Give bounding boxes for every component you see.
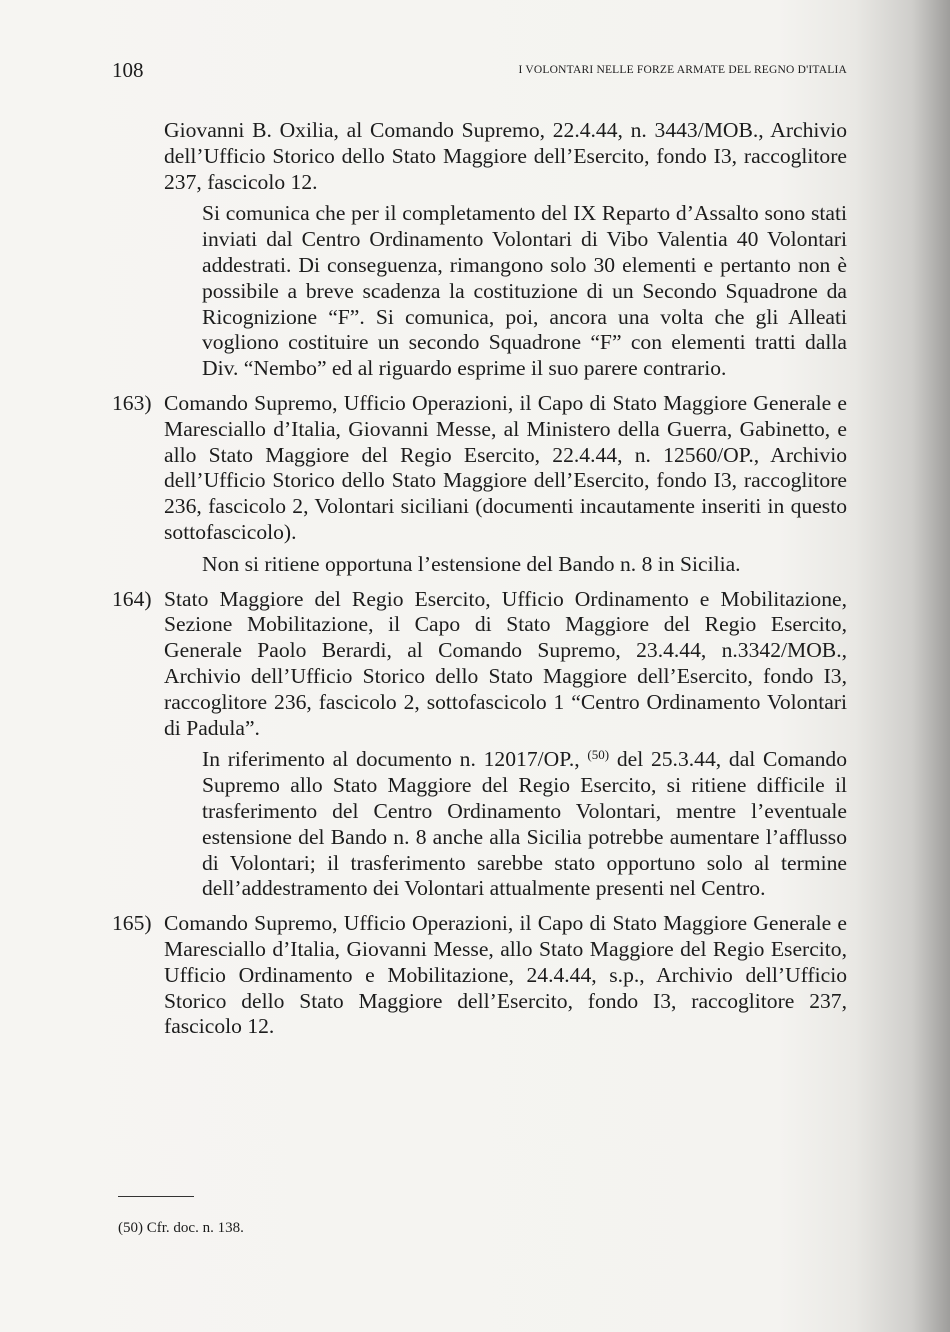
summary-text: In riferimento al documento n. 12017/OP., <box>202 747 580 772</box>
entry-summary <box>202 747 847 902</box>
entry-number: 165) <box>112 911 152 936</box>
document-entry <box>112 118 847 195</box>
summary-text: del 25.3.44, dal Comando Supremo allo Stato Maggiore del Regio Esercito, si ritiene difficile il trasferimento del Centro Ordinamento Volontari, mentre l’eventuale estensione del Bando n. 8 anche alla Sicilia potrebbe aumentare l’afflusso di Volontari; il trasferimento sarebbe stato opportuno solo al termine dell’addestramento dei Volontari attualmente presenti nel Centro. <box>202 747 848 901</box>
entry-number: 163) <box>112 390 152 415</box>
document-entry <box>112 911 847 1040</box>
footnote-divider <box>118 1196 194 1197</box>
page-body <box>112 118 847 1040</box>
entry-citation: Comando Supremo, Ufficio Operazioni, il Capo di Stato Maggiore Generale e Maresciallo d’Italia, Giovanni Messe, al Ministero della Guerra, Gabinetto, e allo Stato Maggiore del Regio Esercito, 22.4.44, n. 12560/OP., Archivio dell’Ufficio Storico dello Stato Maggiore dell’Esercito, fondo I3, raccoglitore 236, fascicolo 2, Volontari siciliani (documenti incautamente inseriti in questo sottofascicolo). <box>164 390 847 544</box>
page-header <box>112 58 847 82</box>
running-head: I VOLONTARI NELLE FORZE ARMATE DEL REGNO D'ITALIA <box>518 64 847 76</box>
entry-citation: Comando Supremo, Ufficio Operazioni, il Capo di Stato Maggiore Generale e Maresciallo d’Italia, Giovanni Messe, allo Stato Maggiore del Regio Esercito, Ufficio Ordinamento e Mobilitazione, 24.4.44, s.p., Archivio dell’Ufficio Storico dello Stato Maggiore dell’Esercito, fondo I3, raccoglitore 237, fascicolo 12. <box>164 911 847 1039</box>
entry-summary: Non si ritiene opportuna l’estensione del Bando n. 8 in Sicilia. <box>202 551 741 576</box>
entry-number: 164) <box>112 586 152 611</box>
entry-citation: Stato Maggiore del Regio Esercito, Ufficio Ordinamento e Mobilitazione, Sezione Mobilitazione, il Capo di Stato Maggiore del Regio Esercito, Generale Paolo Berardi, al Comando Supremo, 23.4.44, n.3342/MOB., Archivio dell’Ufficio Storico dello Stato Maggiore dell’Esercito, fondo I3, raccoglitore 236, fascicolo 2, sottofascicolo 1 “Centro Ordinamento Volontari di Padula”. <box>164 586 847 740</box>
page-number: 108 <box>112 58 144 82</box>
entry-citation: Giovanni B. Oxilia, al Comando Supremo, 22.4.44, n. 3443/MOB., Archivio dell’Ufficio Storico dello Stato Maggiore dell’Esercito, fondo I3, raccoglitore 237, fascicolo 12. <box>164 118 847 194</box>
footnote-reference[interactable]: (50) <box>587 747 610 763</box>
document-entry <box>112 587 847 742</box>
document-entry <box>112 391 847 546</box>
entry-summary: Si comunica che per il completamento del IX Reparto d’Assalto sono stati inviati dal Centro Ordinamento Volontari di Vibo Valentia 40 Volontari addestrati. Di conseguenza, rimangono solo 30 elementi e pertanto non è possibile a breve scadenza la costituzione di un Secondo Squadrone da Ricognizione “F”. Si comunica, poi, ancora una volta che gli Alleati vogliono costituire un secondo Squadrone “F” con elementi tratti dalla Div. “Nembo” ed al riguardo esprime il suo parere contrario. <box>202 201 847 381</box>
footnote: (50) Cfr. doc. n. 138. <box>118 1220 244 1236</box>
